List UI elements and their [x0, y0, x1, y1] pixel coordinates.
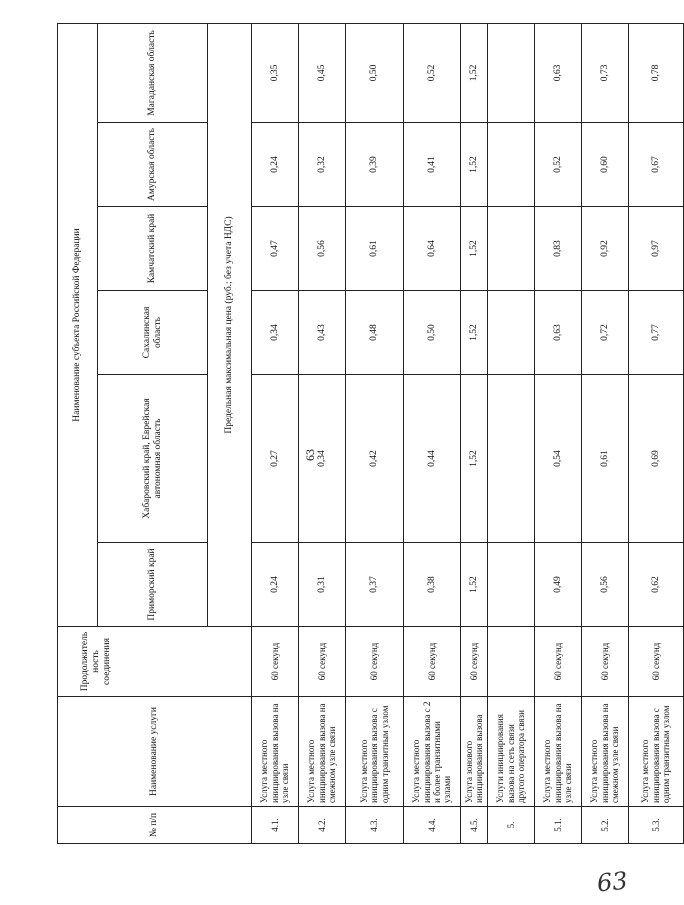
- price-cell: 0,34: [252, 291, 299, 375]
- service-name: Услуга местного инициирования вызова с 2 и более транзитными узлами: [404, 697, 461, 807]
- rotated-table-container: [57, 24, 672, 844]
- handwritten-page-number: 63: [595, 866, 629, 898]
- price-cell: 0,67: [629, 123, 684, 207]
- price-cell: 0,34: [299, 375, 346, 543]
- price-cell: 0,78: [629, 23, 684, 122]
- price-cell: [488, 375, 535, 543]
- row-number: 5.1.: [535, 807, 582, 844]
- table-row: [488, 23, 535, 843]
- price-cell: 0,56: [299, 207, 346, 291]
- row-number: 4.3.: [346, 807, 404, 844]
- duration: 60 секунд: [404, 627, 461, 697]
- price-cell: 0,92: [582, 207, 629, 291]
- table-row: [346, 23, 404, 843]
- service-name: Услуга местного инициирования вызова с одним транзитным узлом: [629, 697, 684, 807]
- price-cell: 0,49: [535, 543, 582, 627]
- price-cell: 0,35: [252, 23, 299, 122]
- table-row: [299, 23, 346, 843]
- service-name: Услуги инициирования вызова на сеть связи другого оператора связи: [488, 697, 535, 807]
- table-row: [252, 23, 299, 843]
- price-cell: 0,50: [346, 23, 404, 122]
- table-row: [535, 23, 582, 843]
- price-cell: 0,60: [582, 123, 629, 207]
- header-region: Магаданская область: [98, 23, 208, 122]
- table-row: [582, 23, 629, 843]
- price-cell: 0,37: [346, 543, 404, 627]
- price-cell: 0,41: [404, 123, 461, 207]
- duration: 60 секунд: [299, 627, 346, 697]
- price-cell: 0,61: [582, 375, 629, 543]
- row-number: 5.3.: [629, 807, 684, 844]
- price-cell: 0,24: [252, 543, 299, 627]
- row-number: 5.: [488, 807, 535, 844]
- price-cell: 0,47: [252, 207, 299, 291]
- header-price-caption: Предельная максимальная цена (руб.; без учета НДС): [208, 23, 252, 626]
- table-row: [461, 23, 488, 843]
- row-number: 5.2.: [582, 807, 629, 844]
- price-cell: 0,39: [346, 123, 404, 207]
- price-cell: 0,42: [346, 375, 404, 543]
- duration: [488, 627, 535, 697]
- page-number: 63: [303, 449, 317, 461]
- row-number: 4.5.: [461, 807, 488, 844]
- header-region: Хабаровский край, Еврейская автономная область: [98, 375, 208, 543]
- price-cell: 0,61: [346, 207, 404, 291]
- price-cell: 0,52: [404, 23, 461, 122]
- price-cell: 0,83: [535, 207, 582, 291]
- price-cell: 0,45: [299, 23, 346, 122]
- price-cell: 0,31: [299, 543, 346, 627]
- price-cell: 0,73: [582, 23, 629, 122]
- header-subject-group: Наименование субъекта Российской Федерации: [58, 23, 98, 626]
- price-cell: [488, 291, 535, 375]
- duration: 60 секунд: [535, 627, 582, 697]
- price-cell: 0,48: [346, 291, 404, 375]
- price-cell: 0,50: [404, 291, 461, 375]
- price-cell: 1,52: [461, 23, 488, 122]
- price-cell: 0,44: [404, 375, 461, 543]
- duration: 60 секунд: [461, 627, 488, 697]
- header-region: Камчатский край: [98, 207, 208, 291]
- price-cell: 1,52: [461, 291, 488, 375]
- price-cell: 0,77: [629, 291, 684, 375]
- price-cell: 0,63: [535, 291, 582, 375]
- duration: 60 секунд: [582, 627, 629, 697]
- header-service-name: Наименование услуги: [58, 697, 252, 807]
- duration: 60 секунд: [252, 627, 299, 697]
- service-name: Услуга местного инициирования вызова с одним транзитным узлом: [346, 697, 404, 807]
- service-name: Услуга местного инициирования вызова на смежном узле связи: [299, 697, 346, 807]
- service-name: Услуга местного инициирования вызова на узле связи: [252, 697, 299, 807]
- price-cell: 0,97: [629, 207, 684, 291]
- price-cell: [488, 207, 535, 291]
- price-cell: 0,52: [535, 123, 582, 207]
- header-region: Приморский край: [98, 543, 208, 627]
- header-duration: Продолжитель ность соединения: [58, 627, 252, 697]
- price-cell: 0,54: [535, 375, 582, 543]
- price-cell: [488, 23, 535, 122]
- price-cell: 0,43: [299, 291, 346, 375]
- price-cell: 0,69: [629, 375, 684, 543]
- service-name: Услуга зонового инициирования вызова: [461, 697, 488, 807]
- price-cell: 1,52: [461, 207, 488, 291]
- header-number: № п/п: [58, 807, 252, 844]
- price-cell: 0,63: [535, 23, 582, 122]
- price-cell: 0,24: [252, 123, 299, 207]
- price-table: [57, 23, 684, 844]
- service-name: Услуга местного инициирования вызова на смежном узле связи: [582, 697, 629, 807]
- price-cell: 0,64: [404, 207, 461, 291]
- price-cell: [488, 123, 535, 207]
- header-region: Амурская область: [98, 123, 208, 207]
- duration: 60 секунд: [629, 627, 684, 697]
- price-cell: 1,52: [461, 375, 488, 543]
- price-cell: 0,56: [582, 543, 629, 627]
- duration: 60 секунд: [346, 627, 404, 697]
- header-region: Сахалинская область: [98, 291, 208, 375]
- price-cell: 1,52: [461, 543, 488, 627]
- price-cell: [488, 543, 535, 627]
- price-cell: 0,62: [629, 543, 684, 627]
- table-row: [629, 23, 684, 843]
- price-cell: 0,72: [582, 291, 629, 375]
- service-name: Услуга местного инициирования вызова на узле связи: [535, 697, 582, 807]
- price-cell: 0,27: [252, 375, 299, 543]
- price-cell: 1,52: [461, 123, 488, 207]
- price-cell: 0,32: [299, 123, 346, 207]
- table-row: [404, 23, 461, 843]
- row-number: 4.4.: [404, 807, 461, 844]
- price-cell: 0,38: [404, 543, 461, 627]
- row-number: 4.2.: [299, 807, 346, 844]
- row-number: 4.1.: [252, 807, 299, 844]
